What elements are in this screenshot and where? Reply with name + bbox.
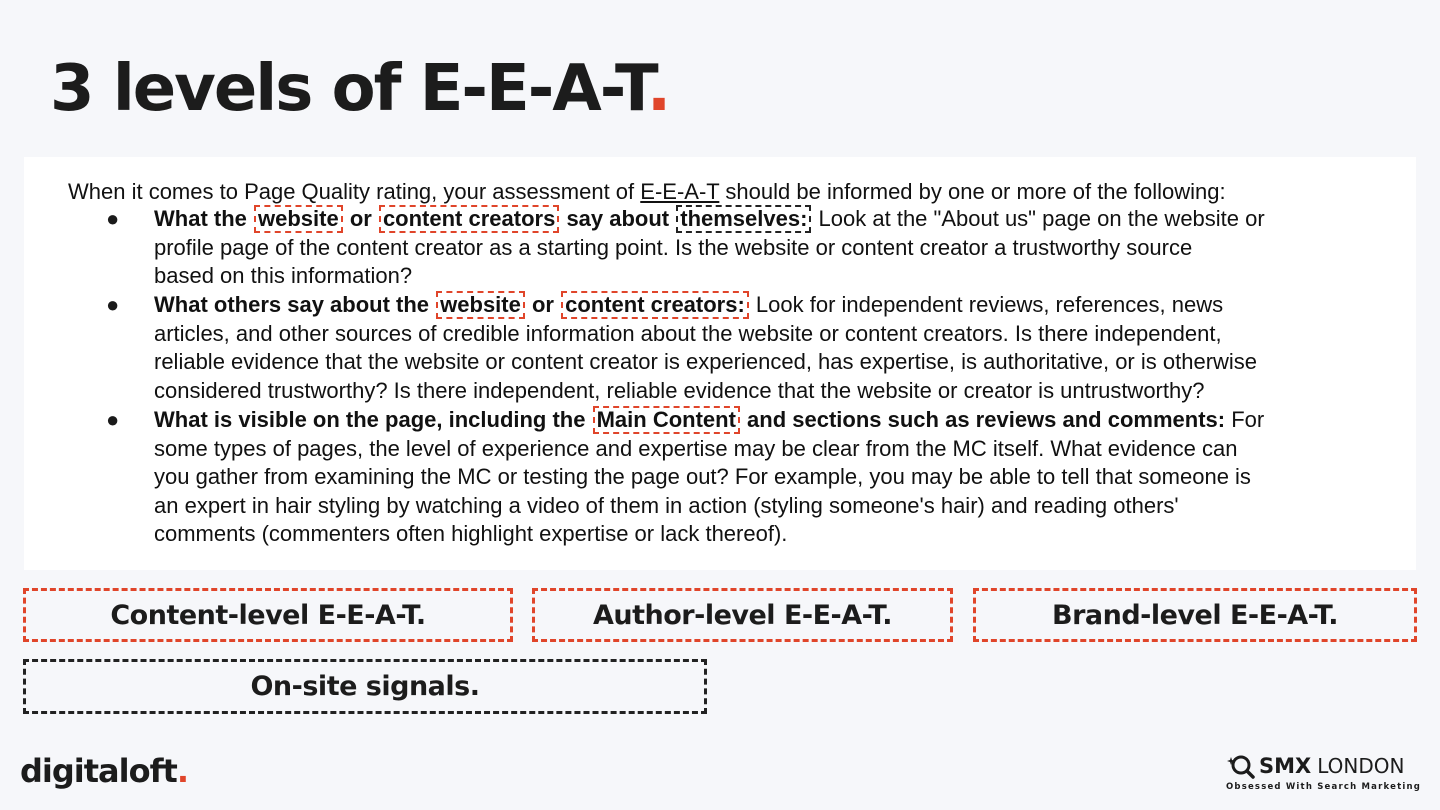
bullet-marker: ● [106,407,120,432]
bullet-2-line-4: considered trustworthy? Is there independent, reliable evidence that the website or creator is untrustworthy? [154,377,1205,403]
highlight-website: website [254,205,343,233]
brand-level-label: Brand-level E-E-A-T. [1051,599,1338,631]
doc-intro-part: should be informed by one or more of the following: [719,179,1226,204]
bullet-2-lead: or [525,292,561,317]
bullet-3-lead: and sections such as reviews and comments: [740,407,1226,432]
smx-logo-row [1226,752,1420,780]
bullet-3-line-2: some types of pages, the level of experience and expertise may be clear from the MC itself. What evidence can [154,435,1238,461]
digitaloft-logo [20,752,188,790]
smx-city: LONDON [1317,754,1405,778]
bullet-2-body: Look for independent reviews, references, news [749,292,1224,317]
bullet-3-lead: What is visible on the page, including the [154,407,592,432]
author-level-box [532,588,953,642]
doc-intro-eeat: E-E-A-T [640,179,720,204]
on-site-signals-label: On-site signals. [250,671,480,702]
doc-intro-part: When it comes to Page Quality rating, your assessment of [68,179,641,204]
bullet-marker: ● [106,206,120,231]
bullet-1-lead: What the [154,206,253,231]
smx-tagline: Obsessed With Search Marketing [1226,782,1421,792]
smx-name: SMX [1259,754,1312,778]
magnifier-sparkle-icon [1226,753,1256,779]
bullet-3-line-3: you gather from examining the MC or testing the page out? For example, you may be able to tell that someone is [154,464,1251,490]
bullet-3-body: For [1225,407,1265,432]
highlight-main-content: Main Content [593,406,740,434]
doc-intro [68,178,1226,207]
bullet-2-line-3: reliable evidence that the website or content creator is experienced, has expertise, is authoritative, or is otherwise [154,349,1258,375]
on-site-signals-box [23,659,707,714]
author-level-label: Author-level E-E-A-T. [593,599,892,631]
document-excerpt [24,157,1416,570]
brand-level-box [973,588,1417,642]
content-level-box [23,588,513,642]
bullet-1-line-3: based on this information? [154,263,413,289]
bullet-3-line-1 [154,406,1384,435]
slide-title [50,52,669,126]
highlight-content-creators: content creators [379,205,559,233]
bullet-2-line-2: articles, and other sources of credible information about the website or content creators. Is there independent, [154,320,1222,346]
bullet-2 [154,291,1384,405]
bullet-1-line-2: profile page of the content creator as a starting point. Is the website or content creator a trustworthy source [154,234,1193,260]
slide-title-text: 3 levels of E-E-A-T [50,52,647,126]
digitaloft-logo-text: digitaloft [20,752,177,790]
content-level-label: Content-level E-E-A-T. [110,599,426,631]
bullet-3-line-5: comments (commenters often highlight expertise or lack thereof). [154,521,788,547]
bullet-2-lead: What others say about the [154,292,436,317]
bullet-2-line-1 [154,291,1384,320]
bullet-1-body: Look at the "About us" page on the website or [812,206,1265,231]
smx-london-logo [1226,752,1420,792]
bullet-3-line-4: an expert in hair styling by watching a video of them in action (styling someone's hair) and reading others' [154,492,1179,518]
bullet-marker: ● [106,292,120,317]
bullet-3 [154,406,1384,549]
bullet-1-lead: or [343,206,378,231]
title-accent-dot: . [646,52,670,126]
digitaloft-logo-dot: . [176,752,188,790]
highlight-content-creators: content creators: [561,291,749,319]
highlight-themselves: themselves: [676,205,811,233]
bullet-1 [154,205,1384,291]
bullet-1-line-1 [154,205,1384,234]
highlight-website: website [436,291,525,319]
bullet-1-lead: say about [560,206,676,231]
